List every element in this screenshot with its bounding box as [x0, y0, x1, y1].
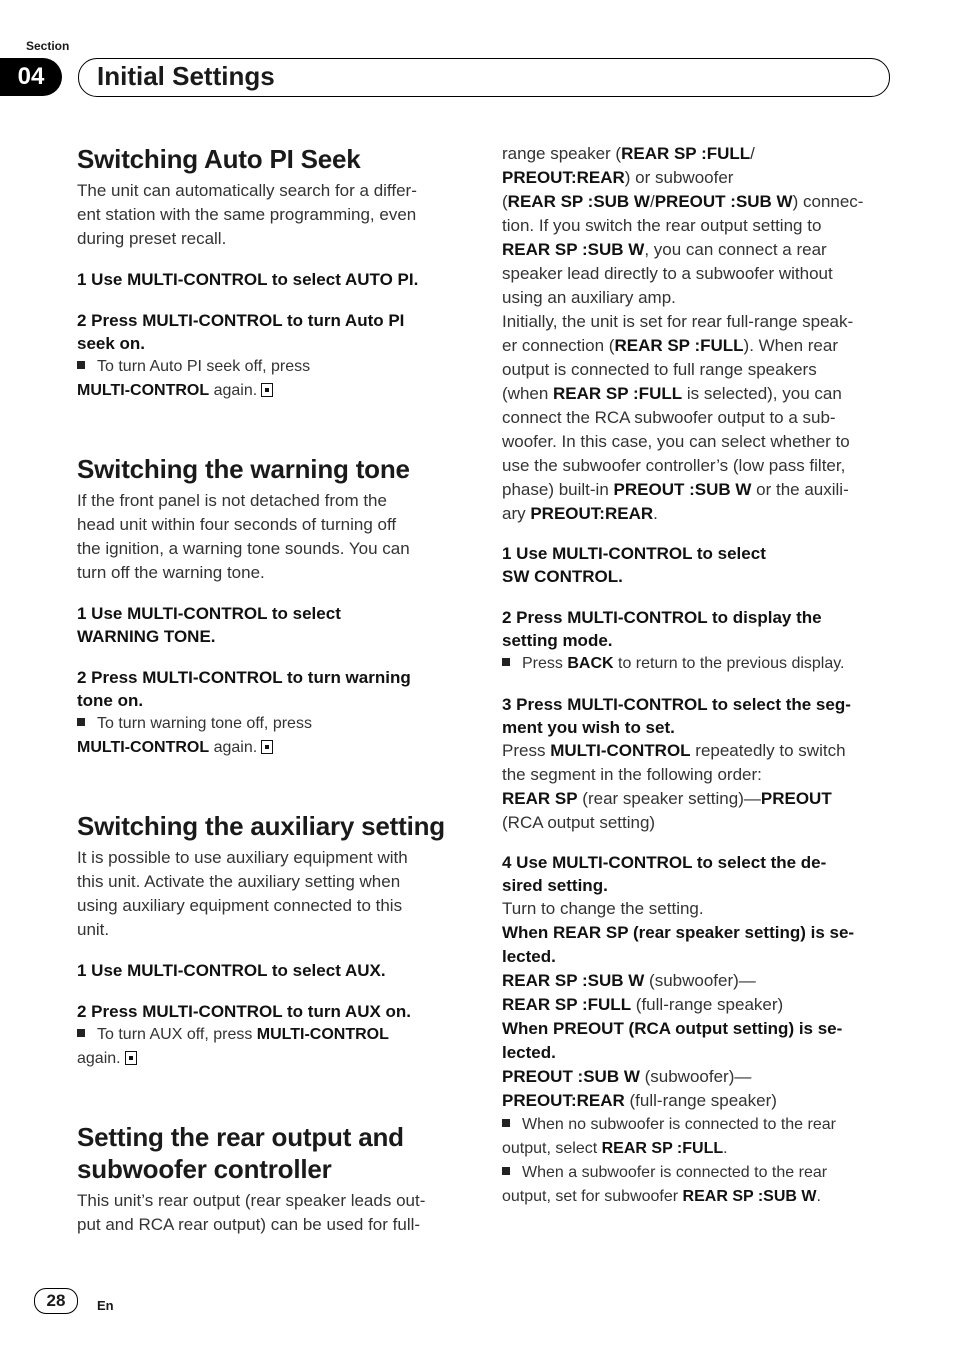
aux-note: To turn AUX off, press MULTI-CONTROL again. [77, 1026, 389, 1067]
rear-step-3-body: Press MULTI-CONTROL repeatedly to switch the segment in the following order: REAR SP (rear speaker setting)—PREOUT (RCA output setting) [502, 741, 846, 832]
page-title: Initial Settings [97, 61, 275, 91]
aux-intro: It is possible to use auxiliary equipment with this unit. Activate the auxiliary setting when using auxiliary equipment connected to this unit. [77, 848, 408, 939]
heading-auto-pi: Switching Auto PI Seek [77, 144, 361, 174]
bullet-icon [502, 1119, 510, 1127]
rear-step-4-body: Turn to change the setting. When REAR SP (rear speaker setting) is se- lected. REAR SP :SUB W (subwoofer)— REAR SP :FULL (full-range speaker) When PREOUT (RCA output setting) is se- lected. PREOUT :SUB W (subwoofer)— PREOUT:REAR (full-range speaker) [502, 899, 855, 1110]
section-label: Section [26, 39, 70, 53]
auto-pi-step-2: 2 Press MULTI-CONTROL to turn Auto PI seek on. [77, 311, 405, 353]
bullet-icon [77, 361, 85, 369]
auto-pi-intro: The unit can automatically search for a differ- ent station with the same programming, even during preset recall. [77, 181, 417, 248]
end-mark-icon [125, 1051, 137, 1065]
bullet-icon [77, 1029, 85, 1037]
rear-step-4: 4 Use MULTI-CONTROL to select the de- sired setting. [502, 853, 827, 895]
auto-pi-step-1: 1 Use MULTI-CONTROL to select AUTO PI. [77, 270, 419, 289]
rear-step-3: 3 Press MULTI-CONTROL to select the seg- ment you wish to set. [502, 695, 851, 737]
left-column [77, 140, 465, 1237]
rear-body: range speaker (REAR SP :FULL/ PREOUT:REAR) or subwoofer (REAR SP :SUB W/PREOUT :SUB W) connec- tion. If you switch the rear output setting to REAR SP :SUB W, you can connect a rear speaker lead directly to a subwoofer without using an auxiliary amp. Initially, the unit is set for rear full-range speak- er connection (REAR SP :FULL). When rear output is connected to full range speakers (when REAR SP :FULL is selected), you can connect the RCA subwoofer output to a sub- woofer. In this case, you can select whether to use the subwoofer controller’s (low pass filter, phase) built-in PREOUT :SUB W or the auxili- ary PREOUT:REAR. [502, 144, 864, 523]
heading-warning-tone: Switching the warning tone [77, 454, 410, 484]
warning-step-2: 2 Press MULTI-CONTROL to turn warning tone on. [77, 668, 411, 710]
heading-rear-output: Setting the rear output and subwoofer controller [77, 1122, 404, 1184]
rear-intro: This unit’s rear output (rear speaker leads out- put and RCA rear output) can be used for full- [77, 1191, 426, 1234]
end-mark-icon [261, 740, 273, 754]
warning-intro: If the front panel is not detached from the head unit within four seconds of turning off the ignition, a warning tone sounds. You can turn off the warning tone. [77, 491, 410, 582]
language-label: En [97, 1298, 114, 1313]
section-number-tab: 04 [0, 58, 62, 96]
rear-step-2-note: Press BACK to return to the previous display. [502, 652, 890, 676]
bullet-icon [502, 658, 510, 666]
aux-step-1: 1 Use MULTI-CONTROL to select AUX. [77, 961, 386, 980]
rear-note-no-subwoofer: When no subwoofer is connected to the rear output, select REAR SP :FULL. [502, 1116, 836, 1157]
right-column [502, 142, 890, 1209]
bullet-icon [77, 718, 85, 726]
page-number: 28 [34, 1288, 78, 1314]
bullet-icon [502, 1167, 510, 1175]
warning-step-1: 1 Use MULTI-CONTROL to select WARNING TONE. [77, 604, 341, 646]
auto-pi-note: To turn Auto PI seek off, press MULTI-CONTROL again. [77, 358, 311, 399]
rear-note-subwoofer: When a subwoofer is connected to the rear output, set for subwoofer REAR SP :SUB W. [502, 1164, 828, 1205]
rear-step-2: 2 Press MULTI-CONTROL to display the setting mode. [502, 608, 822, 650]
aux-step-2: 2 Press MULTI-CONTROL to turn AUX on. [77, 1002, 412, 1021]
rear-step-1: 1 Use MULTI-CONTROL to select SW CONTROL. [502, 544, 766, 586]
end-mark-icon [261, 383, 273, 397]
heading-auxiliary: Switching the auxiliary setting [77, 811, 445, 841]
warning-note: To turn warning tone off, press MULTI-CONTROL again. [77, 715, 312, 756]
